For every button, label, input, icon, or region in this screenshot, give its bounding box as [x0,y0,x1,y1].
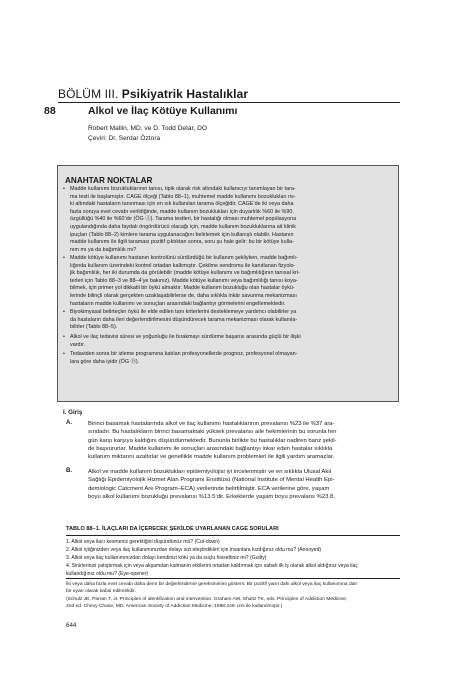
key-point-item [63,186,296,254]
chapter-number: 88 [44,105,56,117]
paragraph-line: boyu alkol kullanımı bozukluğu prevalansı %13.5’dir. Erkeklerde yaşam boyu prevalans %23.8, [88,493,335,500]
page-number: 644 [66,622,77,629]
key-point-line: Madde kötüye kullanımı hastanın kontrolünü sürdürdüğü bir kullanım şekliyken, madde bağımlı- [70,255,298,261]
paragraph-line: demiologic Catcment Are Program–ECA) verilerinde belirtilmiştir. ECA verilerine göre, yaşam [88,485,330,492]
key-point-line: madde kullanımı ile ilgili taraması pozitif çıktıktan sonra, soru şu hale gelir: bu bir kötüye kulla- [70,239,294,246]
table-row: 2. Alkol içtiğinizden veya ilaç kullanımınızdan dolayı sizi eleştirdikleri için insanlara kızdığınız oldu mu? (Annoyed) [66,547,322,554]
paragraph-line: Birinci basamak hastalarında alkol ve ilaç kullanımı hastalıklarının prevalansı %23 ile %37 ara- [88,421,335,427]
paragraph-label: B. [66,468,72,474]
key-point-item [63,351,297,366]
paragraph-line: Sağlığı Epidemiyolojik Hizmet Alan Programı Enstitüsü (National Institute of Mental Health Epi- [88,477,335,484]
key-point-line: Madde kullanımı bozukluklarının tanısı, tipik olarak risk altındaki kullanıcıyı tanımlayan bir tara- [70,186,296,192]
paragraph-line: de başvururlar. Madde kullanımı ile sonuçları arasındaki bağlantıyı inkar eden hastalar sıklıkla [88,445,333,452]
paragraph-line: kullanım miktarını azaltırlar ve genellikle madde kullanım problemleri ile ilgili yardım aramazlar. [88,454,335,461]
bullet-icon: • [63,351,65,357]
table-body [66,538,358,578]
chapter-title: Alkol ve İlaç Kötüye Kullanımı [88,105,238,117]
table-top-rule [66,535,400,536]
key-point-line: lığında kullanım üzerindeki kontrol ortadan kalkmıştır. Çekilme sendromu ile kanıtlanan fizyolo- [70,262,296,269]
intro-heading: I. Giriş [63,409,83,416]
key-point-item [63,309,297,332]
key-point-line: özgüllüğü %40 ile %60’dır (ÖG Ⓐ). Tarama testleri, bir hastalığı olması muhtemel popülasyona [70,216,297,223]
key-point-line: terleri için Tablo 88–3 ve 88–4’ye bakınız). Madde kötüye kullanımı veya bağımlılığı tanısı koya- [70,277,298,284]
footnote-line: İki veya daha fazla evet cevabı daha derin bir değerlendirme gereksinimini gösterir. Bir pozitif yanıt dahi alkol veya ilaç kullanımına dair [66,582,358,587]
paragraph-line: gün karşı karşıya kaldığını düşündürmektedir. Bununla birlikte bu hastalıklar nadiren banz şekil- [88,437,337,444]
footnote-line: bir uyarı olarak kabul edilmelidir. [66,589,136,595]
key-point-line: lara göre daha iyidir (ÖG Ⓑ). [70,358,140,365]
section-label: BÖLÜM III. [58,87,119,101]
bullet-icon: • [63,255,65,261]
key-point-line: bilirler (Tablo 88–5). [70,324,118,331]
paragraph-line: Alkol ve madde kullanım bozuklukları epidemiyolojisi iyi incelenmiştir ve en sıklıkla Ulusal Akıl [88,469,332,475]
section-heading [58,87,248,101]
key-point-line: jik bağımlılık, her iki durumda da görülebilir (madde kötüye kullanımı ve bağımlılığının tanısal kri- [70,270,300,277]
key-point-line: nım mı ya da bağımlılık mı? [70,246,137,253]
table-row: 1. Alkol veya ilacı kesmeniz gerektiğini düşündünüz mü? (Cut-down) [66,539,220,545]
key-point-line: bilmek, için primer yol dikkatli bir öykü almaktır. Madde kullanım bozukluğu olan hastalar öykü- [70,285,295,292]
paragraph-label: A. [66,420,72,426]
paragraph-line: sındadır. Bu hastalıkların birinci basamaktaki yüksek prevalansı aile hekimlerinin bu sorunla her [88,429,337,436]
key-point-item [63,334,301,349]
bullet-icon: • [63,309,65,315]
key-point-line: ki altındaki hastaların tanınması için en sık kullanılan tarama ölçeğidir. CAGE’de iki veya daha [70,201,294,208]
table-bottom-rule [66,578,400,579]
footnote-line: 2nd ed. Chevy Chase, MD: American Society of Addiction Medicine, 1998:249. izni ile kullanılmıştır.) [66,604,283,610]
table-footnote [66,581,357,611]
key-point-line: da hastaların daha ileri değerlendirilmesini düşündürecek tarama mekanizması olarak kullanıla- [70,316,298,323]
key-point-item [63,255,300,308]
intro-paragraph [88,468,335,501]
table-row: 4. Sinirlerinizi yatıştırmak için veya akşamdan kalmanın etkilerini ortadan kaldırmak için sabah ilk iş olarak alkol aldığınız veya ilaç [66,563,358,570]
footnote-line: (Schulz JE, Parran T, Jr. Principles of identification and intervention. Graham AW, Shultz TK, eds. Principles of Addiction Medicine, [66,596,348,602]
table-row: kullandığınız oldu mu? (Eye-opener) [66,571,149,578]
bullet-icon: • [63,334,65,340]
author-names: Robert Mallin, MD. ve D. Todd Detar, DO [88,125,207,132]
authors-block [88,124,207,144]
table-title: TABLO 88–1. İLAÇLARI DA İÇERECEK ŞEKİLDE UYARLANAN CAGE SORULARI [66,526,279,532]
key-points-title: ANAHTAR NOKTALAR [65,176,153,185]
section-title: Psikiyatrik Hastalıklar [121,87,249,101]
key-point-line: Alkol ve ilaç tedavisi süresi ve yoğunluğu ile bırakmayı sürdürme başarısı arasında güçlü bir ilişki [70,334,301,340]
key-point-line: ipuçları (Tablo 88–2) kimlere tarama uygulanacağını belirlemek için kullanışlı olabilir. Hastanın [70,231,294,238]
bullet-icon: • [63,186,65,192]
key-point-line: ma testi ile başlamıştır. CAGE ölçeği (Tablo 88–1), muhtemel madde kullanımı bozuklukları ris- [70,193,296,200]
key-point-line: Biyokimyasal belirteçler öykü ile elde edilen tanı kriterlerini desteklemeye yardımcı olabilirler ya [70,309,297,315]
key-point-line: vardır. [70,341,85,348]
key-point-line: lerinde bilinçli olarak gerçekten uzaklaşabilirlerse de, daha sıklıkla inkâr savunma mekanizması [70,292,297,299]
translator-line: Çeviri: Dr. Serdar Öztora [88,135,161,142]
key-point-line: hastaların madde kullanımı ve sonuçları arasındaki bağlantıyı görmelerini engellemektedir. [70,300,286,307]
table-row: 3. Alkol veya ilaç kullanımınızdan dolayı kendinizi kötü ya da suçlu hissettiniz mi? (Guilty) [66,555,267,562]
intro-paragraph [88,420,337,461]
key-point-line: uygulandığında daha faydalı öngördürücü olacağı için, madde kullanım bozukluklarına ait klinik [70,223,296,230]
key-point-line: Tedaviden sonra bir izleme programına katılan profesyonellerde prognoz, profesyonel olmayan- [70,351,298,357]
key-point-line: fazla soruya evet cevabı verildiğinde, madde kullanım bozuklukları için duyarlılık %60 ile %90, [70,208,294,215]
header-rule [58,102,400,103]
